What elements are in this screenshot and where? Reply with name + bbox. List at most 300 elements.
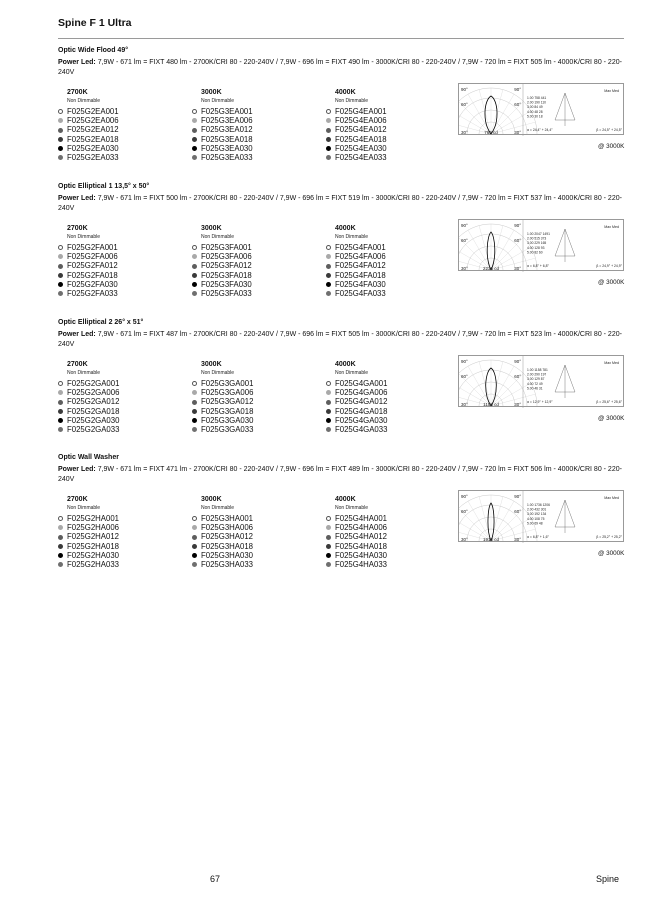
angle-label: 90° xyxy=(514,494,521,499)
product-code: F025G3GA033 xyxy=(201,425,254,435)
product-section xyxy=(58,183,625,299)
product-code-item xyxy=(58,135,188,144)
photometric-svg xyxy=(459,84,625,136)
photometric-diagram xyxy=(458,355,624,407)
product-code-item xyxy=(326,397,456,406)
code-columns xyxy=(58,496,448,586)
illuminance-row: 5.00 69 48 xyxy=(527,521,543,526)
finish-light-grey-dot-icon xyxy=(326,118,331,123)
photometric-diagram xyxy=(458,490,624,542)
product-code: F025G4EA012 xyxy=(335,125,387,135)
dimming-type: Non Dimmable xyxy=(67,98,101,104)
product-code-list xyxy=(58,514,188,569)
product-code-list xyxy=(192,107,322,162)
illuminance-table-header: Max Med xyxy=(604,361,619,365)
power-label: Power Led: xyxy=(58,466,96,473)
finish-white-dot-icon xyxy=(58,381,63,386)
dimming-type: Non Dimmable xyxy=(335,234,369,240)
angle-label: 90° xyxy=(514,359,521,364)
color-temperature: 4000K xyxy=(335,496,356,503)
product-code-item xyxy=(58,542,188,551)
product-code: F025G3HA018 xyxy=(201,541,254,551)
color-temperature: 4000K xyxy=(335,225,356,232)
angle-label: 30° xyxy=(461,537,468,542)
color-temperature: 2700K xyxy=(67,361,88,368)
illuminance-row: 1.00 1158 781 xyxy=(527,368,548,372)
finish-grey-dot-icon xyxy=(192,427,197,432)
angle-label: 60° xyxy=(461,102,468,107)
finish-dark-olive-dot-icon xyxy=(58,409,63,414)
finish-grey-dot-icon xyxy=(58,291,63,296)
illuminance-row: 2.00 290 197 xyxy=(527,372,547,377)
product-code-item xyxy=(58,416,188,425)
product-code: F025G2HA030 xyxy=(67,550,120,560)
page-title: Spine F 1 Ultra xyxy=(58,17,132,29)
product-code-item xyxy=(326,135,456,144)
finish-dark-olive-dot-icon xyxy=(58,137,63,142)
page-number: 67 xyxy=(210,874,221,884)
product-code: F025G3EA001 xyxy=(201,107,253,116)
beam-angle-beta: β = 24,9° + 24,9° xyxy=(596,264,622,268)
illuminance-row: 2.00 515 373 xyxy=(527,236,547,241)
product-code: F025G2FA018 xyxy=(67,270,118,280)
product-code: F025G3GA012 xyxy=(201,397,254,407)
finish-olive-dot-icon xyxy=(192,264,197,269)
finish-light-grey-dot-icon xyxy=(58,118,63,123)
finish-dark-olive-dot-icon xyxy=(326,273,331,278)
product-code: F025G3HA033 xyxy=(201,560,254,570)
finish-white-dot-icon xyxy=(192,381,197,386)
finish-grey-dot-icon xyxy=(326,155,331,160)
product-code: F025G4GA006 xyxy=(335,388,388,398)
product-code: F025G4EA006 xyxy=(335,116,387,126)
finish-dark-olive-dot-icon xyxy=(58,544,63,549)
photometric-diagram xyxy=(458,219,624,271)
product-code-item xyxy=(58,289,188,298)
temperature-column xyxy=(58,496,188,569)
finish-dark-olive-dot-icon xyxy=(58,273,63,278)
photometric-svg xyxy=(459,491,625,543)
power-text: 7,9W - 671 lm = FIXT 471 lm - 2700K/CRI 80 - 220-240V / 7,9W - 696 lm = FIXT 489 lm - 3000K/CRI 80 - 220-240V / 7,9W - 720 lm = FIXT 506 lm - 4000K/CRI 80 - 220-240V xyxy=(58,466,622,483)
product-code: F025G2HA018 xyxy=(67,541,120,551)
product-code-item xyxy=(326,261,456,270)
angle-label: 90° xyxy=(461,494,468,499)
finish-light-grey-dot-icon xyxy=(326,525,331,530)
beam-angle-beta: β = 25,6° + 25,6° xyxy=(596,400,622,404)
header-divider xyxy=(58,38,624,39)
angle-label: 30° xyxy=(514,266,521,271)
product-code: F025G4HA030 xyxy=(335,550,388,560)
finish-light-grey-dot-icon xyxy=(58,390,63,395)
dimming-type: Non Dimmable xyxy=(335,98,369,104)
temperature-column xyxy=(326,225,456,298)
product-code: F025G2FA030 xyxy=(67,279,118,289)
product-code: F025G2GA006 xyxy=(67,388,120,398)
finish-olive-dot-icon xyxy=(326,128,331,133)
product-code-item xyxy=(326,388,456,397)
product-code-item xyxy=(326,289,456,298)
beam-angle-beta: β = 25,2° + 25,2° xyxy=(596,535,622,539)
finish-light-grey-dot-icon xyxy=(192,254,197,259)
product-code-item xyxy=(326,116,456,125)
illuminance-row: 4.00 48 28 xyxy=(527,109,543,114)
product-code: F025G2EA006 xyxy=(67,116,119,126)
product-code-item xyxy=(326,542,456,551)
product-code-item xyxy=(58,379,188,388)
finish-black-dot-icon xyxy=(58,146,63,151)
footer-product-name: Spine xyxy=(596,874,620,884)
product-code-list xyxy=(192,514,322,569)
diagram-note: @ 3000K xyxy=(598,550,625,557)
illuminance-row: 1.00 758 441 xyxy=(527,96,547,100)
product-code: F025G4HA033 xyxy=(335,560,388,570)
product-code-item xyxy=(192,125,322,134)
product-code-item xyxy=(192,144,322,153)
product-code-item xyxy=(192,514,322,523)
product-code: F025G2EA018 xyxy=(67,134,119,144)
product-code: F025G2GA012 xyxy=(67,397,120,407)
product-code: F025G2HA012 xyxy=(67,532,120,542)
product-code: F025G4FA030 xyxy=(335,279,386,289)
product-code-item xyxy=(192,289,322,298)
polar-grid-ray xyxy=(468,501,491,541)
finish-white-dot-icon xyxy=(58,516,63,521)
angle-label: 30° xyxy=(461,266,468,271)
power-text: 7,9W - 671 lm = FIXT 480 lm - 2700K/CRI 80 - 220-240V / 7,9W - 696 lm = FIXT 490 lm - 3000K/CRI 80 - 220-240V / 7,9W - 720 lm = FIXT 505 lm - 4000K/CRI 80 - 220-240V xyxy=(58,59,622,76)
product-code-list xyxy=(326,107,456,162)
product-code: F025G4FA018 xyxy=(335,270,386,280)
finish-olive-dot-icon xyxy=(326,535,331,540)
temperature-column xyxy=(326,496,456,569)
product-code-item xyxy=(326,252,456,261)
illuminance-row: 5.00 46 31 xyxy=(527,386,543,391)
product-code: F025G3FA012 xyxy=(201,261,252,271)
product-code: F025G4HA006 xyxy=(335,523,388,533)
product-code: F025G4HA018 xyxy=(335,541,388,551)
dimming-type: Non Dimmable xyxy=(201,98,235,104)
dimming-type: Non Dimmable xyxy=(201,505,235,511)
finish-dark-olive-dot-icon xyxy=(192,544,197,549)
finish-olive-dot-icon xyxy=(326,264,331,269)
product-code-item xyxy=(58,407,188,416)
code-columns xyxy=(58,225,448,315)
product-code: F025G2EA033 xyxy=(67,153,119,163)
product-code-item xyxy=(58,243,188,252)
product-code: F025G3HA012 xyxy=(201,532,254,542)
finish-grey-dot-icon xyxy=(192,291,197,296)
dimming-type: Non Dimmable xyxy=(201,234,235,240)
finish-grey-dot-icon xyxy=(326,427,331,432)
product-code-item xyxy=(192,388,322,397)
product-code: F025G2FA006 xyxy=(67,252,118,262)
diagram-note: @ 3000K xyxy=(598,143,625,150)
product-code-item xyxy=(326,416,456,425)
beam-angle-alpha: α = 6,8° + 1,6° xyxy=(527,535,549,539)
dimming-type: Non Dimmable xyxy=(335,505,369,511)
product-code: F025G2GA030 xyxy=(67,415,120,425)
angle-label: 30° xyxy=(514,402,521,407)
product-code-item xyxy=(192,407,322,416)
finish-dark-olive-dot-icon xyxy=(326,137,331,142)
product-section xyxy=(58,454,625,570)
finish-olive-dot-icon xyxy=(58,535,63,540)
product-code-item xyxy=(326,407,456,416)
product-code-item xyxy=(192,523,322,532)
dimming-type: Non Dimmable xyxy=(67,234,101,240)
product-code-item xyxy=(192,560,322,569)
beam-angle-alpha: α = 24,4° + 24,4° xyxy=(527,128,553,132)
temperature-column xyxy=(326,361,456,434)
temperature-column xyxy=(326,89,456,162)
power-spec xyxy=(58,194,624,213)
illuminance-row: 2.00 432 301 xyxy=(527,507,547,512)
product-code: F025G2GA018 xyxy=(67,406,120,416)
finish-dark-olive-dot-icon xyxy=(326,544,331,549)
finish-light-grey-dot-icon xyxy=(326,390,331,395)
power-text: 7,9W - 671 lm = FIXT 487 lm - 2700K/CRI 80 - 220-240V / 7,9W - 696 lm = FIXT 505 lm - 3000K/CRI 80 - 220-240V / 7,9W - 720 lm = FIXT 523 lm - 4000K/CRI 80 - 220-240V xyxy=(58,331,622,348)
product-code-item xyxy=(326,153,456,162)
angle-label: 60° xyxy=(514,374,521,379)
product-code-item xyxy=(58,125,188,134)
product-code: F025G2EA012 xyxy=(67,125,119,135)
illuminance-row: 3.00 229 165 xyxy=(527,241,547,246)
finish-white-dot-icon xyxy=(58,245,63,250)
product-section xyxy=(58,47,625,163)
finish-white-dot-icon xyxy=(326,245,331,250)
section-title: Optic Elliptical 1 13,5° x 50° xyxy=(58,183,150,190)
product-code: F025G4EA033 xyxy=(335,153,387,163)
product-code: F025G4GA001 xyxy=(335,379,388,388)
finish-grey-dot-icon xyxy=(192,562,197,567)
product-code-list xyxy=(58,243,188,298)
angle-label: 90° xyxy=(514,223,521,228)
product-code-item xyxy=(326,107,456,116)
product-code-list xyxy=(58,379,188,434)
product-code: F025G3EA006 xyxy=(201,116,253,126)
finish-dark-olive-dot-icon xyxy=(326,409,331,414)
finish-grey-dot-icon xyxy=(58,155,63,160)
finish-black-dot-icon xyxy=(192,282,197,287)
product-code: F025G4EA001 xyxy=(335,107,387,116)
product-code: F025G2HA001 xyxy=(67,514,120,523)
product-code-item xyxy=(58,425,188,434)
finish-grey-dot-icon xyxy=(58,427,63,432)
product-code: F025G2GA001 xyxy=(67,379,120,388)
product-code-item xyxy=(192,271,322,280)
product-code: F025G2FA033 xyxy=(67,289,118,299)
product-code-list xyxy=(192,379,322,434)
product-code: F025G2HA033 xyxy=(67,560,120,570)
candela-value: 2236 cd xyxy=(482,266,500,271)
product-code: F025G3GA001 xyxy=(201,379,254,388)
color-temperature: 3000K xyxy=(201,225,222,232)
product-code-item xyxy=(58,153,188,162)
finish-grey-dot-icon xyxy=(326,291,331,296)
finish-black-dot-icon xyxy=(192,146,197,151)
illuminance-row: 3.00 129 87 xyxy=(527,377,545,382)
product-section xyxy=(58,319,625,435)
angle-label: 90° xyxy=(514,87,521,92)
finish-olive-dot-icon xyxy=(58,264,63,269)
finish-white-dot-icon xyxy=(58,109,63,114)
product-code: F025G3EA033 xyxy=(201,153,253,163)
product-code-item xyxy=(192,153,322,162)
finish-white-dot-icon xyxy=(192,109,197,114)
angle-label: 60° xyxy=(461,509,468,514)
beam-angle-alpha: α = 6,8° + 6,8° xyxy=(527,264,549,268)
product-code: F025G3GA030 xyxy=(201,415,254,425)
product-code-item xyxy=(192,379,322,388)
finish-black-dot-icon xyxy=(192,418,197,423)
illuminance-row: 5.00 82 60 xyxy=(527,250,543,255)
product-code: F025G3FA033 xyxy=(201,289,252,299)
section-title: Optic Wide Flood 49° xyxy=(58,47,129,54)
product-code: F025G2HA006 xyxy=(67,523,120,533)
finish-light-grey-dot-icon xyxy=(192,525,197,530)
beam-angle-beta: β = 24,5° + 24,5° xyxy=(596,128,622,132)
angle-label: 90° xyxy=(461,87,468,92)
finish-light-grey-dot-icon xyxy=(192,118,197,123)
finish-black-dot-icon xyxy=(326,553,331,558)
product-code: F025G3FA018 xyxy=(201,270,252,280)
product-code: F025G4EA030 xyxy=(335,143,387,153)
angle-label: 60° xyxy=(514,102,521,107)
angle-label: 90° xyxy=(461,359,468,364)
finish-olive-dot-icon xyxy=(326,400,331,405)
illuminance-row: 3.00 84 49 xyxy=(527,105,543,110)
product-code-item xyxy=(192,425,322,434)
product-code: F025G2EA030 xyxy=(67,143,119,153)
temperature-column xyxy=(58,361,188,434)
color-temperature: 4000K xyxy=(335,361,356,368)
color-temperature: 4000K xyxy=(335,89,356,96)
product-code-item xyxy=(58,514,188,523)
code-columns xyxy=(58,89,448,179)
illuminance-row: 4.00 108 75 xyxy=(527,516,545,521)
product-code-item xyxy=(326,425,456,434)
product-code-item xyxy=(58,144,188,153)
product-code-item xyxy=(326,379,456,388)
finish-light-grey-dot-icon xyxy=(192,390,197,395)
product-code: F025G2FA001 xyxy=(67,243,118,252)
finish-olive-dot-icon xyxy=(192,535,197,540)
candela-value: 760 cd xyxy=(484,130,498,135)
finish-black-dot-icon xyxy=(58,282,63,287)
product-code-list xyxy=(326,514,456,569)
diagram-note: @ 3000K xyxy=(598,279,625,286)
finish-dark-olive-dot-icon xyxy=(192,137,197,142)
product-code: F025G3EA012 xyxy=(201,125,253,135)
photometric-diagram xyxy=(458,83,624,135)
angle-label: 30° xyxy=(461,402,468,407)
angle-label: 60° xyxy=(461,238,468,243)
finish-dark-olive-dot-icon xyxy=(192,409,197,414)
product-code: F025G2EA001 xyxy=(67,107,119,116)
product-code: F025G2FA012 xyxy=(67,261,118,271)
product-code: F025G4HA012 xyxy=(335,532,388,542)
product-code-item xyxy=(58,388,188,397)
product-code-list xyxy=(58,107,188,162)
product-code: F025G3EA018 xyxy=(201,134,253,144)
product-code-item xyxy=(192,243,322,252)
product-code-item xyxy=(192,542,322,551)
power-label: Power Led: xyxy=(58,59,96,66)
angle-label: 30° xyxy=(514,537,521,542)
product-code: F025G4GA018 xyxy=(335,406,388,416)
product-code-item xyxy=(192,135,322,144)
finish-white-dot-icon xyxy=(326,516,331,521)
product-code-item xyxy=(58,523,188,532)
product-code: F025G3FA001 xyxy=(201,243,252,252)
section-title: Optic Elliptical 2 26° x 51° xyxy=(58,319,144,326)
product-code-item xyxy=(192,252,322,261)
angle-label: 30° xyxy=(514,130,521,135)
candela-value: 1912 cd xyxy=(482,537,500,542)
product-code: F025G3HA001 xyxy=(201,514,254,523)
product-code-item xyxy=(58,551,188,560)
product-code-list xyxy=(326,379,456,434)
finish-light-grey-dot-icon xyxy=(58,254,63,259)
finish-grey-dot-icon xyxy=(58,562,63,567)
finish-olive-dot-icon xyxy=(192,400,197,405)
illuminance-table-header: Max Med xyxy=(604,496,619,500)
product-code-item xyxy=(58,397,188,406)
product-code-item xyxy=(326,551,456,560)
illuminance-table-header: Max Med xyxy=(604,225,619,229)
product-code-item xyxy=(58,116,188,125)
power-text: 7,9W - 671 lm = FIXT 500 lm - 2700K/CRI 80 - 220-240V / 7,9W - 696 lm = FIXT 519 lm - 3000K/CRI 80 - 220-240V / 7,9W - 720 lm = FIXT 537 lm - 4000K/CRI 80 - 220-240V xyxy=(58,195,622,212)
product-code: F025G4FA006 xyxy=(335,252,386,262)
product-code: F025G4FA033 xyxy=(335,289,386,299)
power-spec xyxy=(58,465,624,484)
finish-white-dot-icon xyxy=(326,381,331,386)
product-code: F025G4GA033 xyxy=(335,425,388,435)
angle-label: 60° xyxy=(461,374,468,379)
finish-olive-dot-icon xyxy=(58,400,63,405)
dimming-type: Non Dimmable xyxy=(201,370,235,376)
illuminance-table-header: Max Med xyxy=(604,89,619,93)
color-temperature: 3000K xyxy=(201,89,222,96)
product-code: F025G3EA030 xyxy=(201,143,253,153)
product-code: F025G4GA012 xyxy=(335,397,388,407)
product-code-item xyxy=(326,514,456,523)
product-code-item xyxy=(192,261,322,270)
product-code: F025G3HA030 xyxy=(201,550,254,560)
temperature-column xyxy=(192,89,322,162)
product-code: F025G4EA018 xyxy=(335,134,387,144)
product-code-list xyxy=(192,243,322,298)
product-code-item xyxy=(58,271,188,280)
power-label: Power Led: xyxy=(58,195,96,202)
product-code: F025G4HA001 xyxy=(335,514,388,523)
finish-black-dot-icon xyxy=(58,553,63,558)
product-code: F025G3GA018 xyxy=(201,406,254,416)
finish-white-dot-icon xyxy=(192,516,197,521)
photometric-svg xyxy=(459,356,625,408)
product-code-item xyxy=(326,280,456,289)
product-code-item xyxy=(192,551,322,560)
section-title: Optic Wall Washer xyxy=(58,454,119,461)
finish-light-grey-dot-icon xyxy=(326,254,331,259)
product-code-item xyxy=(192,280,322,289)
temperature-column xyxy=(192,225,322,298)
product-code-item xyxy=(58,252,188,261)
power-spec xyxy=(58,58,624,77)
angle-label: 30° xyxy=(461,130,468,135)
temperature-column xyxy=(192,496,322,569)
product-code: F025G3HA006 xyxy=(201,523,254,533)
product-code-item xyxy=(192,416,322,425)
